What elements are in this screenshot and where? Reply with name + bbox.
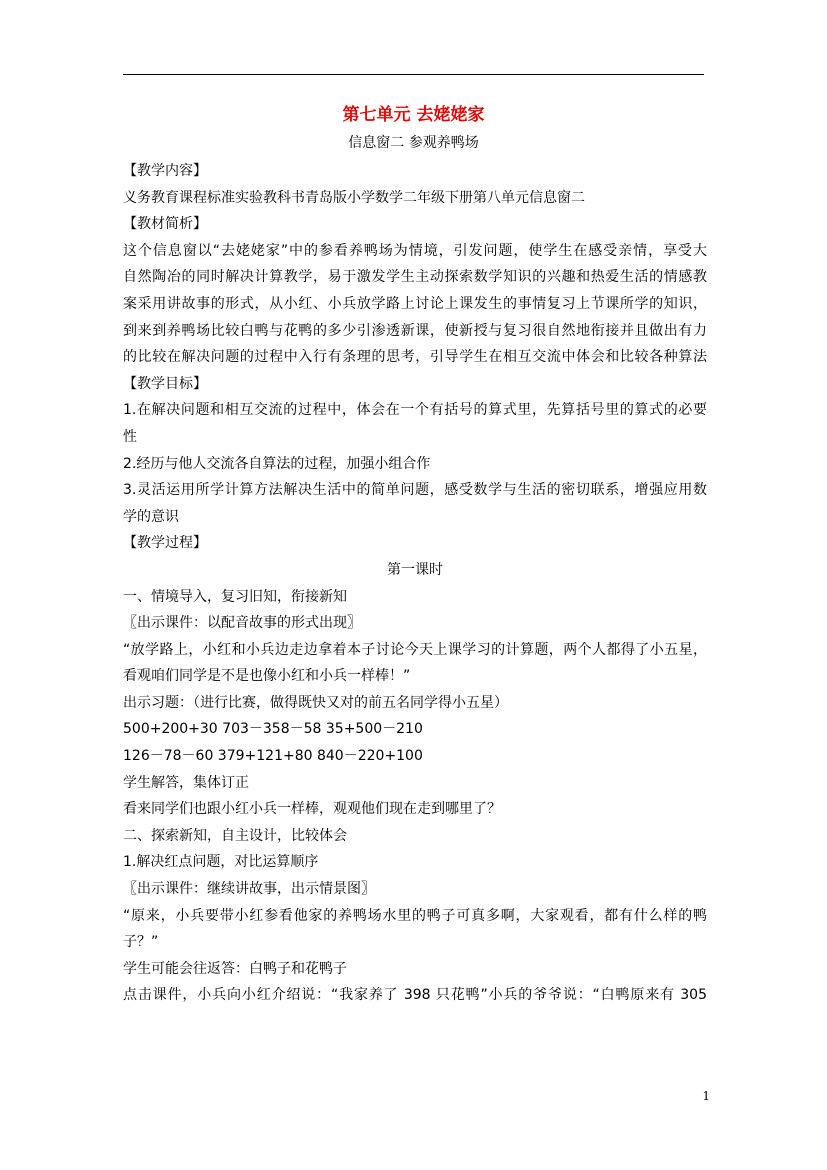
text-line: “放学路上，小红和小兵边走边拿着本子讨论今天上课学习的计算题，两个人都得了小五星， xyxy=(123,641,707,658)
text-line: 1.解决红点问题，对比运算顺序 xyxy=(123,854,319,871)
text-line: 2.经历与他人交流各自算法的过程，加强小组合作 xyxy=(123,455,431,472)
text-line: 子？” xyxy=(123,934,159,951)
text-line: 义务教育课程标准实验教科书青岛版小学数学二年级下册第八单元信息窗二 xyxy=(123,189,585,206)
text-line: 【教材简析】 xyxy=(123,216,207,233)
text-line: 一、情境导入，复习旧知，衔接新知 xyxy=(123,588,347,605)
text-line: 自然陶冶的同时解决计算教学，易于激发学生主动探索数学知识的兴趣和热爱生活的情感教 xyxy=(123,269,707,286)
text-line: 学生可能会往返答：白鸭子和花鸭子 xyxy=(123,960,347,977)
text-line: 到来到养鸭场比较白鸭与花鸭的多少引渗透新课，使新授与复习很自然地衔接并且做出有力 xyxy=(123,322,707,339)
text-line: 〖出示课件：以配音故事的形式出现〗 xyxy=(123,615,361,632)
text-line: 学生解答，集体订正 xyxy=(123,774,249,791)
text-line: 【教学过程】 xyxy=(123,535,207,552)
text-line: 第一课时 xyxy=(387,561,443,578)
text-line: 看观咱们同学是不是也像小红和小兵一样棒！” xyxy=(123,668,411,685)
text-line: 学的意识 xyxy=(123,508,179,525)
text-line: 的比较在解决问题的过程中入行有条理的思考，引导学生在相互交流中体会和比较各种算法 xyxy=(123,349,707,366)
text-line: “原来，小兵要带小红参看他家的养鸭场水里的鸭子可真多啊，大家观看，都有什么样的鸭 xyxy=(123,907,707,924)
text-line: 126－78－60 379+121+80 840－220+100 xyxy=(123,748,423,765)
text-line: 【教学内容】 xyxy=(123,163,207,179)
text-line: 二、探索新知，自主设计，比较体会 xyxy=(123,827,347,844)
text-line: 出示习题：（进行比赛，做得既快又对的前五名同学得小五星） xyxy=(123,694,508,711)
document-title: 第七单元 去姥姥家 xyxy=(342,105,485,125)
page-number: 1 xyxy=(702,1089,710,1103)
header-rule xyxy=(123,74,704,75)
text-line: 1.在解决问题和相互交流的过程中，体会在一个有括号的算式里，先算括号里的算式的必要 xyxy=(123,402,707,419)
text-line: 这个信息窗以“去姥姥家”中的参看养鸭场为情境，引发问题，使学生在感受亲情，享受大 xyxy=(123,242,707,259)
text-line: 〖出示课件：继续讲故事，出示情景图〗 xyxy=(123,881,375,898)
text-line: 3.灵活运用所学计算方法解决生活中的简单问题，感受数学与生活的密切联系，增强应用数 xyxy=(123,482,707,499)
text-line: 看来同学们也跟小红小兵一样棒，观观他们现在走到哪里了？ xyxy=(123,801,501,818)
text-line: 性 xyxy=(123,428,137,445)
text-line: 500+200+30 703－358－58 35+500－210 xyxy=(123,721,423,738)
text-line: 点击课件，小兵向小红介绍说：“我家养了 398 只花鸭”小兵的爷爷说：“白鸭原来有 305 xyxy=(123,987,707,1004)
document-subtitle: 信息窗二 参观养鸭场 xyxy=(348,135,479,151)
document-body xyxy=(123,158,707,1009)
text-line: 案采用讲故事的形式，从小红、小兵放学路上讨论上课发生的事情复习上节课所学的知识， xyxy=(123,295,707,312)
text-line: 【教学目标】 xyxy=(123,375,207,392)
